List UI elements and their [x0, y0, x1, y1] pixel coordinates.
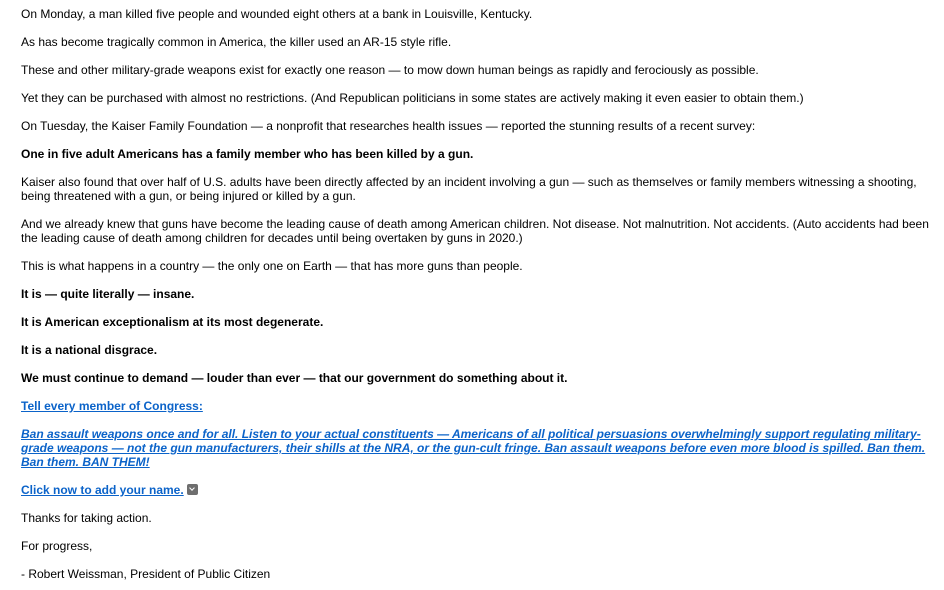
petition-link[interactable]: Ban assault weapons once and for all. Listen to your actual constituents — Americans of all political persuasions overwhelmingly support regulating military-grade weapons — not the gun manufacturers, their shills at the NRA, or the gun-cult fringe. Ban assault weapons before even more blood is spilled. Ban them. Ban them. BAN THEM! [21, 427, 926, 469]
paragraph-children: And we already knew that guns have become the leading cause of death among American children. Not disease. Not malnutrition. Not accidents. (Auto accidents had been the leading cause of death among children for decades until being overtaken by guns in 2020.) [21, 217, 929, 245]
paragraph-add-name [21, 483, 934, 497]
signature: - Robert Weissman, President of Public Citizen [21, 567, 271, 581]
paragraph-petition-link [21, 427, 934, 469]
paragraph-kaiser-findings: Kaiser also found that over half of U.S. adults have been directly affected by an incident involving a gun — such as themselves or family members witnessing a shooting, being threatened with a gun, or being injured or killed by a gun. [21, 175, 917, 203]
paragraph-closing: For progress, [21, 539, 93, 553]
paragraph-exceptionalism: It is American exceptionalism at its most degenerate. [21, 315, 324, 329]
paragraph-congress-link [21, 399, 934, 413]
add-name-link[interactable]: Click now to add your name. [21, 483, 184, 497]
paragraph-disgrace: It is a national disgrace. [21, 343, 158, 357]
paragraph-demand: We must continue to demand — louder than ever — that our government do something about it. [21, 371, 568, 385]
paragraph-kaiser-survey: On Tuesday, the Kaiser Family Foundation — a nonprofit that researches health issues — reported the stunning results of a recent survey: [21, 119, 756, 133]
tell-congress-link[interactable]: Tell every member of Congress: [21, 399, 203, 413]
chevron-down-icon[interactable] [187, 484, 198, 495]
paragraph-insane: It is — quite literally — insane. [21, 287, 195, 301]
paragraph-military-grade: These and other military-grade weapons exist for exactly one reason — to mow down human beings as rapidly and ferociously as possible. [21, 63, 759, 77]
paragraph-ar15: As has become tragically common in America, the killer used an AR-15 style rifle. [21, 35, 452, 49]
paragraph-louisville: On Monday, a man killed five people and wounded eight others at a bank in Louisville, Kentucky. [21, 7, 533, 21]
paragraph-thanks: Thanks for taking action. [21, 511, 152, 525]
paragraph-restrictions: Yet they can be purchased with almost no restrictions. (And Republican politicians in some states are actively making it even easier to obtain them.) [21, 91, 804, 105]
paragraph-more-guns: This is what happens in a country — the only one on Earth — that has more guns than people. [21, 259, 523, 273]
paragraph-one-in-five: One in five adult Americans has a family member who has been killed by a gun. [21, 147, 474, 161]
